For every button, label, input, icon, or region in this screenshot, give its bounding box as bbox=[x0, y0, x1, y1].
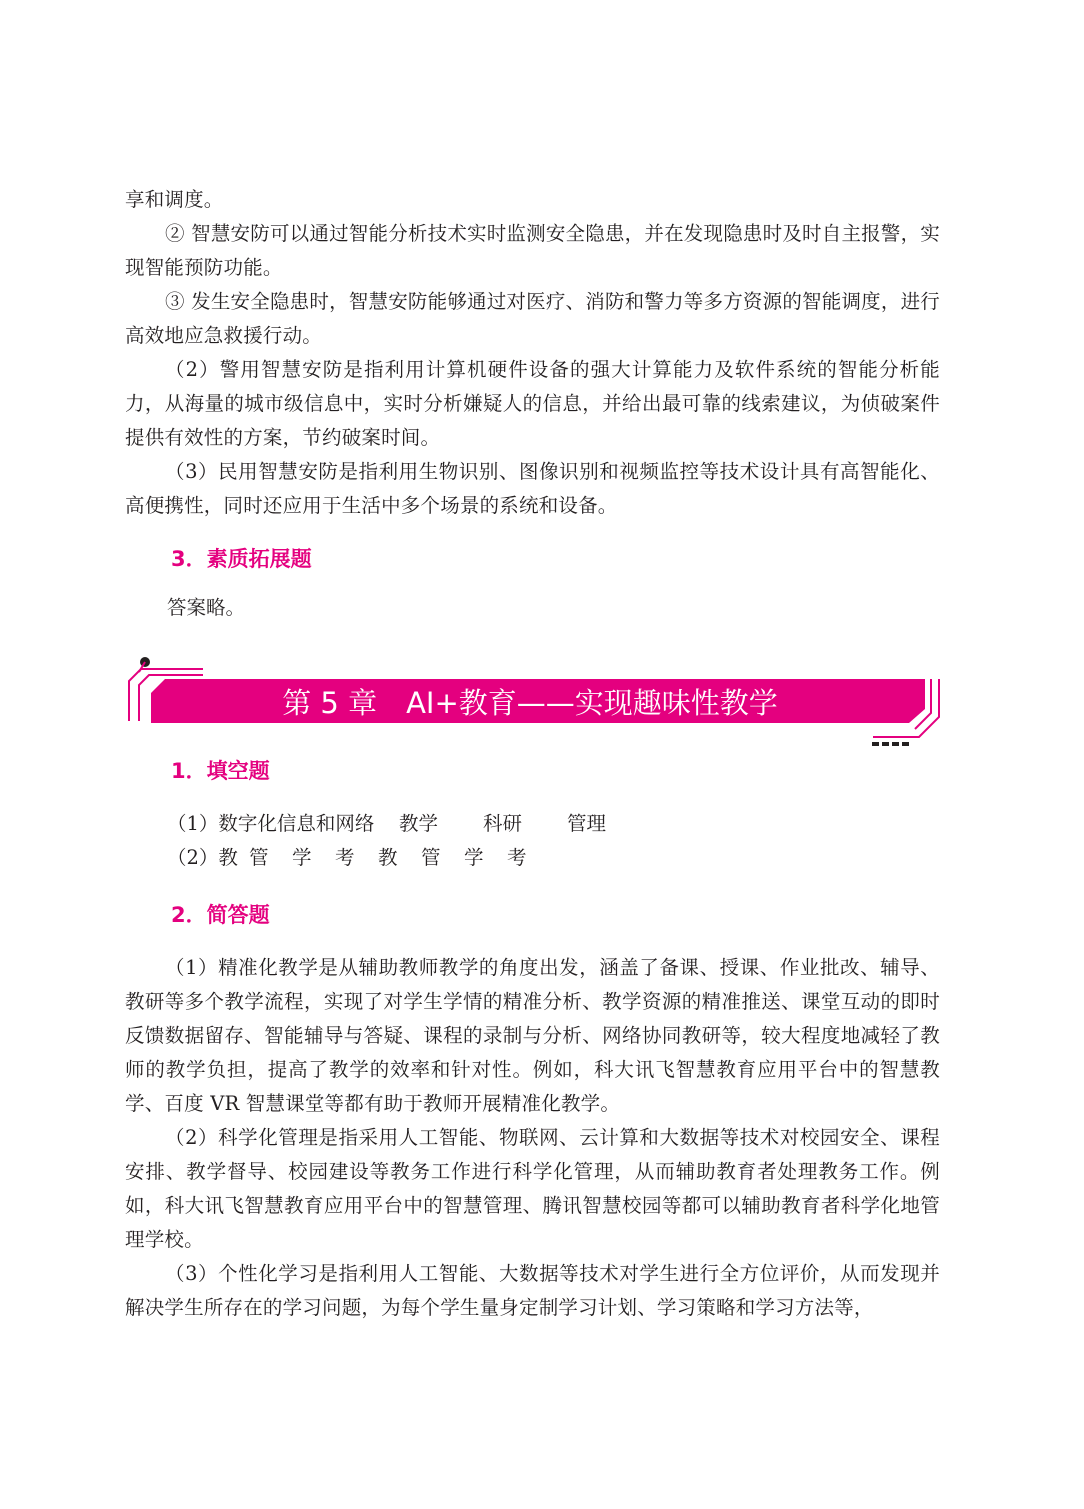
fill-answer: 管理 bbox=[567, 812, 607, 835]
fill-answer: 考 bbox=[335, 846, 355, 869]
fill-answer: 学 bbox=[292, 846, 312, 869]
section-heading-3: 3．素质拓展题 bbox=[171, 547, 312, 571]
chapter-banner bbox=[125, 655, 945, 750]
section-heading-2: 2．简答题 bbox=[171, 903, 270, 927]
paragraph: （2）警用智慧安防是指利用计算机硬件设备的强大计算能力及软件系统的智能分析能力，从海量的城市级信息中，实时分析嫌疑人的信息，并给出最可靠的线索建议，为侦破案件提供有效性的方案，节约破案时间。 bbox=[125, 358, 940, 449]
chapter-title: 第 5 章 AI+教育——实现趣味性教学 bbox=[282, 686, 778, 720]
paragraph: （2）科学化管理是指采用人工智能、物联网、云计算和大数据等技术对校园安全、课程安排、教学督导、校园建设等教务工作进行科学化管理，从而辅助教育者处理教务工作。例如，科大讯飞智慧教育应用平台中的智慧管理、腾讯智慧校园等都可以辅助教育者科学化地管理学校。 bbox=[125, 1126, 940, 1251]
fill-answer: （1）数字化信息和网络 bbox=[167, 812, 375, 835]
paragraph: ③ 发生安全隐患时，智慧安防能够通过对医疗、消防和警力等多方资源的智能调度，进行高效地应急救援行动。 bbox=[125, 290, 940, 347]
paragraph: ② 智慧安防可以通过智能分析技术实时监测安全隐患，并在发现隐患时及时自主报警，实现智能预防功能。 bbox=[125, 222, 940, 279]
top-text-block bbox=[125, 183, 940, 625]
fill-answer: 管 bbox=[249, 846, 269, 869]
fill-answer: 教 bbox=[378, 846, 398, 869]
fill-answer: 学 bbox=[464, 846, 484, 869]
answer-text: 答案略。 bbox=[167, 596, 246, 619]
fill-answer: 教学 bbox=[399, 812, 439, 835]
fill-answer-row-2 bbox=[125, 841, 940, 875]
paragraph: （3）民用智慧安防是指利用生物识别、图像识别和视频监控等技术设计具有高智能化、高便携性，同时还应用于生活中多个场景的系统和设备。 bbox=[125, 460, 940, 517]
fill-answer: 管 bbox=[421, 846, 441, 869]
fill-answer: （2）教 bbox=[167, 846, 238, 869]
chapter-content bbox=[125, 755, 940, 1325]
paragraph: 享和调度。 bbox=[125, 188, 224, 211]
fill-answer-row-1 bbox=[125, 807, 940, 841]
paragraph: （3）个性化学习是指利用人工智能、大数据等技术对学生进行全方位评价，从而发现并解决学生所存在的学习问题，为每个学生量身定制学习计划、学习策略和学习方法等， bbox=[125, 1262, 940, 1319]
section-heading-1: 1．填空题 bbox=[171, 759, 270, 783]
fill-answer: 科研 bbox=[483, 812, 523, 835]
fill-answer: 考 bbox=[507, 846, 527, 869]
paragraph: （1）精准化教学是从辅助教师教学的角度出发，涵盖了备课、授课、作业批改、辅导、教研等多个教学流程，实现了对学生学情的精准分析、教学资源的精准推送、课堂互动的即时反馈数据留存、智能辅导与答疑、课程的录制与分析、网络协同教研等，较大程度地减轻了教师的教学负担，提高了教学的效率和针对性。例如，科大讯飞智慧教育应用平台中的智慧教学、百度 VR 智慧课堂等都有助于教师开展精准化教学。 bbox=[125, 956, 940, 1115]
